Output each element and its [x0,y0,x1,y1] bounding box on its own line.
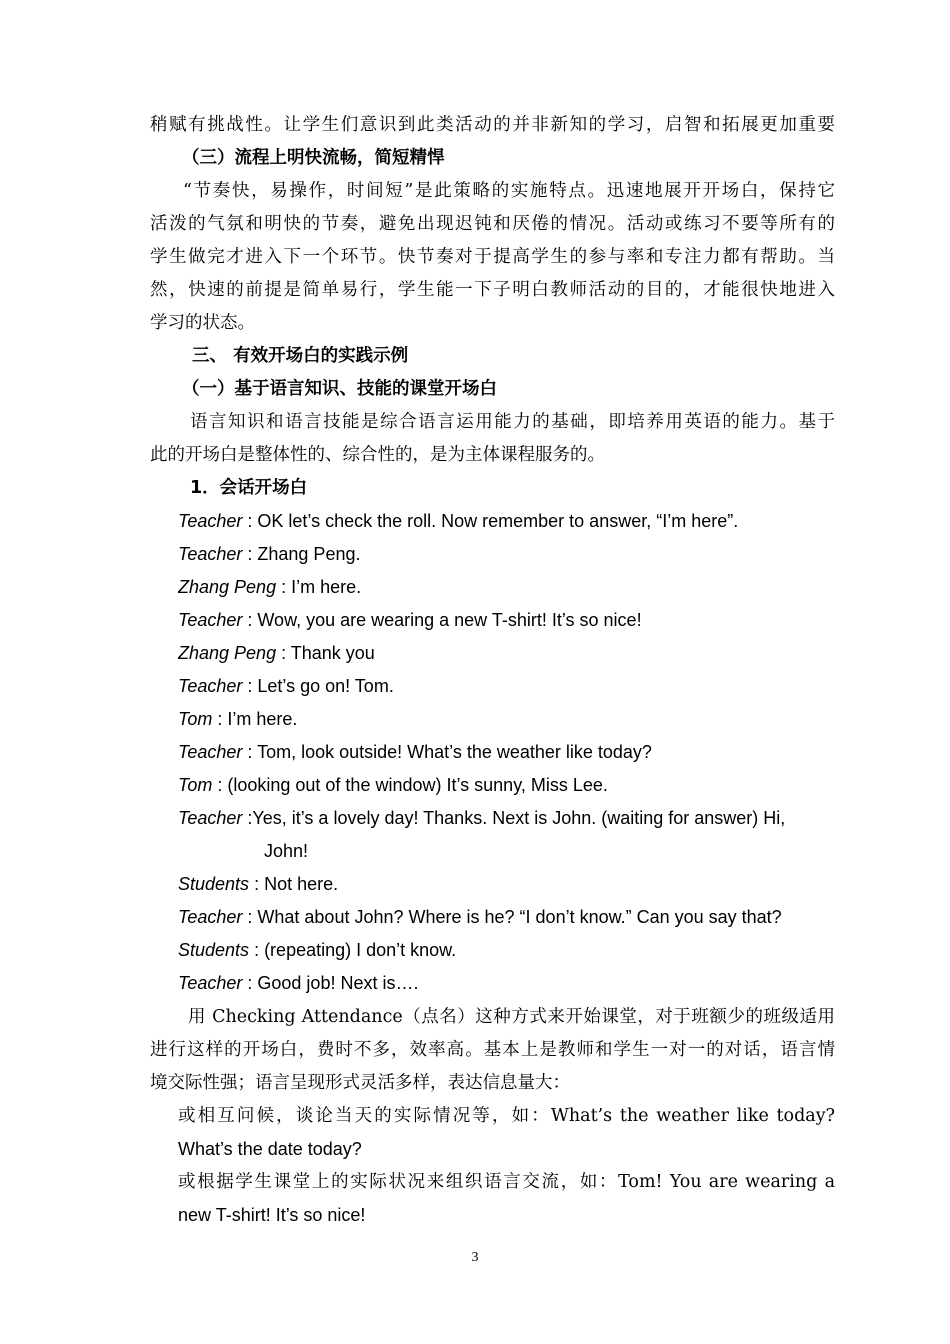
paragraph-line: 境交际性强；语言呈现形式灵活多样，表达信息量大： [150,1073,570,1093]
dialogue-text: : What about John? Where is he? “I don’t know.” Can you say that? [242,907,782,927]
example-line: What’s the date today? [178,1139,362,1159]
subheading-three: （三）流程上明快流畅，简短精悍 [182,148,445,168]
speaker-name: Zhang Peng [178,577,277,597]
speaker-name: Teacher [178,973,243,993]
dialogue-line [178,509,838,533]
dialogue-line [178,773,838,797]
dialogue-line [178,575,838,599]
speaker-name: Teacher [178,511,243,531]
speaker-name: Zhang Peng [178,643,277,663]
dialogue-text: : Thank you [276,643,375,663]
example-line: 或根据学生课堂上的实际状况来组织语言交流，如：Tom! You are wearing a [178,1172,835,1192]
dialogue-text: : Tom, look outside! What’s the weather like today? [242,742,652,762]
dialogue-line [178,938,838,962]
paragraph-line: 学生做完才进入下一个环节。快节奏对于提高学生的参与率和专注力都有帮助。当 [150,247,835,267]
dialogue-text: : I’m here. [212,709,298,729]
dialogue-line [178,542,838,566]
dialogue-text: : Not here. [249,874,339,894]
dialogue-line [178,641,838,665]
speaker-name: Teacher [178,610,243,630]
speaker-name: Teacher [178,808,243,828]
dialogue-text: : Zhang Peng. [242,544,361,564]
dialogue-continuation: John! [264,841,309,861]
example-line: 或相互问候，谈论当天的实际情况等，如：What’s the weather like today? [178,1106,835,1126]
dialogue-text: : OK let’s check the roll. Now remember to answer, “I’m here”. [242,511,739,531]
dialogue-text: : (looking out of the window) It’s sunny, Miss Lee. [212,775,608,795]
speaker-name: Teacher [178,907,243,927]
speaker-name: Tom [178,775,213,795]
paragraph-line: 稍赋有挑战性。让学生们意识到此类活动的并非新知的学习，启智和拓展更加重要 [150,115,835,135]
speaker-name: Teacher [178,544,243,564]
dialogue-text: : Good job! Next is…. [242,973,419,993]
paragraph-line: 用 Checking Attendance（点名）这种方式来开始课堂，对于班额少的班级适用 [188,1007,835,1027]
paragraph-line: 此的开场白是整体性的、综合性的，是为主体课程服务的。 [150,445,605,465]
example-line: new T-shirt! It’s so nice! [178,1205,366,1225]
dialogue-line [178,740,838,764]
dialogue-text: :Yes, it’s a lovely day! Thanks. Next is John. (waiting for answer) Hi, [242,808,786,828]
dialogue-line [178,707,838,731]
dialogue-text: : Let’s go on! Tom. [242,676,394,696]
subheading-one: （一）基于语言知识、技能的课堂开场白 [182,379,497,399]
dialogue-text: : I’m here. [276,577,362,597]
speaker-name: Tom [178,709,213,729]
page-number: 3 [471,1250,479,1265]
dialogue-text: : Wow, you are wearing a new T-shirt! It’s so nice! [242,610,642,630]
dialogue-line [178,872,838,896]
speaker-name: Students [178,940,250,960]
dialogue-line [178,674,838,698]
paragraph-line: 然，快速的前提是简单易行，学生能一下子明白教师活动的目的，才能很快地进入 [150,280,835,300]
section-heading: 三、 有效开场白的实践示例 [192,346,409,366]
speaker-name: Teacher [178,676,243,696]
paragraph-line: “节奏快，易操作，时间短”是此策略的实施特点。迅速地展开开场白，保持它 [183,181,835,201]
dialogue-line [178,905,838,929]
speaker-name: Students [178,874,250,894]
subheading-dialog: 1．会话开场白 [190,478,308,498]
paragraph-line: 语言知识和语言技能是综合语言运用能力的基础，即培养用英语的能力。基于 [190,412,835,432]
paragraph-line: 学习的状态。 [150,313,255,333]
dialogue-line [178,608,838,632]
dialogue-text: : (repeating) I don’t know. [249,940,457,960]
dialogue-line [178,971,838,995]
paragraph-line: 活泼的气氛和明快的节奏，避免出现迟钝和厌倦的情况。活动或练习不要等所有的 [150,214,835,234]
speaker-name: Teacher [178,742,243,762]
paragraph-line: 进行这样的开场白，费时不多，效率高。基本上是教师和学生一对一的对话，语言情 [150,1040,835,1060]
dialogue-line [178,806,838,830]
